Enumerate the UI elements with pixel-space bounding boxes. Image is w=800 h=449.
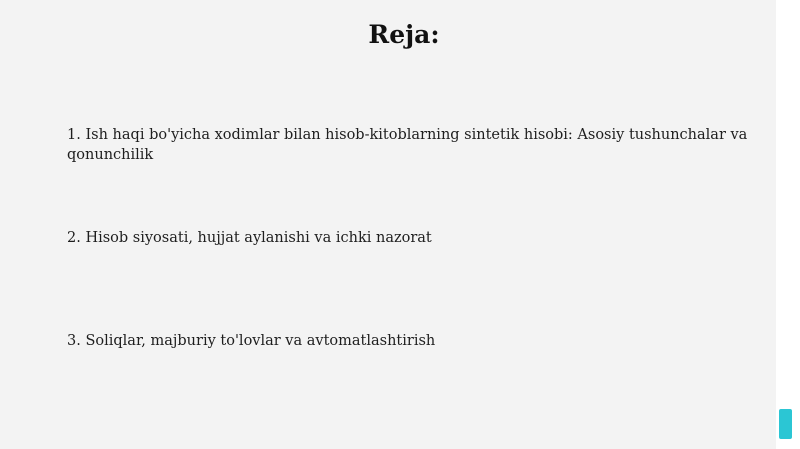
plan-item-3: 3. Soliqlar, majburiy to'lovlar va avtomatlashtirish [67, 333, 436, 349]
scrollbar-thumb[interactable] [779, 409, 792, 439]
plan-item-2: 2. Hisob siyosati, hujjat aylanishi va ichki nazorat [67, 230, 432, 246]
plan-item-1: 1. Ish haqi bo'yicha xodimlar bilan hisob-kitoblarning sintetik hisobi: Asosiy tushunchalar va qonunchilik [67, 127, 748, 163]
vertical-scrollbar[interactable] [776, 0, 800, 449]
slide-title: Reja: [368, 20, 440, 49]
